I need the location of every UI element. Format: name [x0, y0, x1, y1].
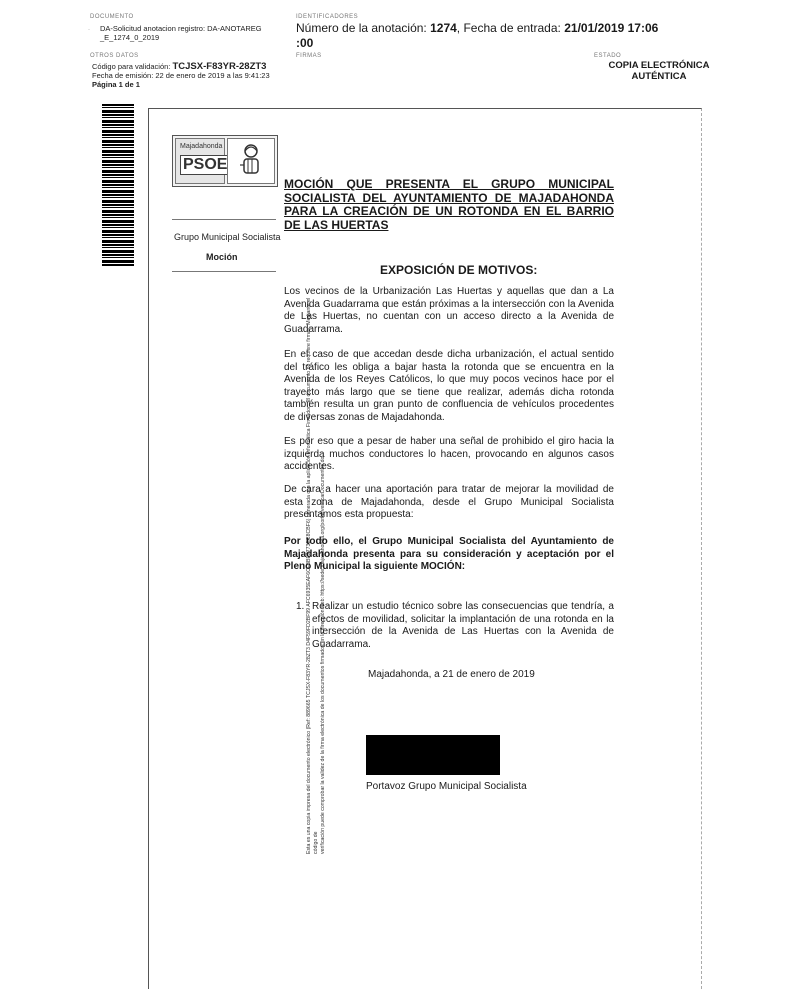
motion-title: MOCIÓN QUE PRESENTA EL GRUPO MUNICIPAL SOCIALISTA DEL AYUNTAMIENTO DE MAJADAHONDA PARA LA CREACIÓN DE UN ROTONDA EN EL BARRIO DE LAS HUERTAS [284, 177, 614, 232]
document-value-line2: _E_1274_0_2019 [100, 33, 160, 42]
sidebar-divider-top [172, 219, 276, 220]
validation-code: TCJSX-F83YR-28ZT3 [172, 61, 267, 72]
margin-line2: verificación puede comprobar la validez de la firma electrónica de los documentos firmados en la dirección web: https://sede.majadahonda.org/portal/verificarDocumentos.do [320, 456, 326, 854]
bullet-marker: · [88, 27, 90, 33]
annotation-line1 [296, 21, 716, 36]
status-line1: COPIA ELECTRÓNICA [608, 60, 710, 71]
status-block [594, 60, 724, 82]
annotation-text: Número de la anotación: [296, 21, 427, 35]
annotation-line2: :00 [296, 36, 314, 50]
redacted-signature [366, 735, 500, 775]
validation-line [92, 62, 292, 71]
document-value [100, 24, 290, 42]
logo-caption: Majadahonda [180, 143, 223, 150]
motion-intro: Por todo ello, el Grupo Municipal Socialista del Ayuntamiento de Majadahonda presenta para su consideración y aceptación por el Pleno Municipal la siguiente MOCIÓN: [284, 536, 614, 572]
page-info: Página 1 de 1 [92, 80, 140, 89]
emission-date: Fecha de emisión: 22 de enero de 2019 a las 9:41:23 [92, 71, 270, 80]
margin-line1: Esta es una copia impresa del documento electrónico (Ref: 889665 TCJSX-F83YR-28ZT3 D4F59FD2BF99 AFC6935EAF6CF3BE2773EC8CBF6) generada con la aplicación informática Firmadoc. El documento no requiere firmas. Mediante el código de [306, 297, 319, 854]
validation-block [92, 62, 292, 89]
document-value-line1: DA-Solicitud anotacion registro: DA-ANOTAREG [100, 24, 262, 33]
motion-item-number: 1. [296, 601, 305, 612]
paragraph-1: Los vecinos de la Urbanización Las Huertas y aquellas que dan a La Avenida Guadarrama que están próximas a la intersección con la Avenida de Las Huertas, no cuentan con un acceso directo a la Avenida de Guadarrama. [284, 286, 614, 335]
annotation-label: IDENTIFICADORES [296, 14, 359, 20]
status-line2: AUTÉNTICA [631, 71, 687, 82]
sidebar-doc-type: Moción [206, 252, 238, 262]
status-label: ESTADO [594, 53, 622, 59]
party-logo [172, 135, 278, 187]
annotation-date: 21/01/2019 17:06 [564, 21, 659, 35]
paragraph-4: De cara a hacer una aportación para tratar de mejorar la movilidad de esta zona de Majadahonda, desde el Grupo Municipal Socialista presentamos esta propuesta: [284, 484, 614, 520]
signatory-role: Portavoz Grupo Municipal Socialista [366, 781, 527, 792]
paragraph-3: Es por eso que a pesar de haber una señal de prohibido el giro hacia la izquierda muchos conductores lo hacen, provocando en algunos casos accidentes. [284, 436, 614, 472]
annotation-number: 1274 [430, 21, 457, 35]
validation-label: Código para validación: [92, 62, 171, 71]
sidebar-divider-bottom [172, 271, 276, 272]
paragraph-2: En el caso de que accedan desde dicha urbanización, el actual sentido del tráfico les obliga a bajar hasta la rotonda que se encuentra en la Avenida de los Reyes Católicos, lo que muy pocos vecinos hace por el trayecto más largo que se tiene que realizar, además dicha rotonda también resulta un gran punto de confluencia de vehículos procedentes de diversas zonas de Majadahonda. [284, 349, 614, 423]
logo-party-name: PSOE [180, 155, 230, 175]
document-label: DOCUMENTO [90, 14, 134, 20]
logo-text-panel [175, 138, 228, 184]
firmas-label: FIRMAS [296, 53, 322, 59]
other-data-label: OTROS DATOS [90, 53, 139, 59]
annotation-block [296, 21, 716, 51]
section-heading: EXPOSICIÓN DE MOTIVOS: [380, 263, 538, 277]
barcode [102, 104, 134, 266]
rose-fist-icon [227, 138, 275, 184]
sidebar-group: Grupo Municipal Socialista [174, 232, 281, 242]
annotation-text-mid: , Fecha de entrada: [456, 21, 561, 35]
closing-date: Majadahonda, a 21 de enero de 2019 [368, 669, 535, 680]
motion-item-text: Realizar un estudio técnico sobre las consecuencias que tendría, a efectos de movilidad, solicitar la implantación de una rotonda en la intersección de la Avenida de Las Huertas con la Avenida de Guadarrama. [312, 601, 614, 650]
